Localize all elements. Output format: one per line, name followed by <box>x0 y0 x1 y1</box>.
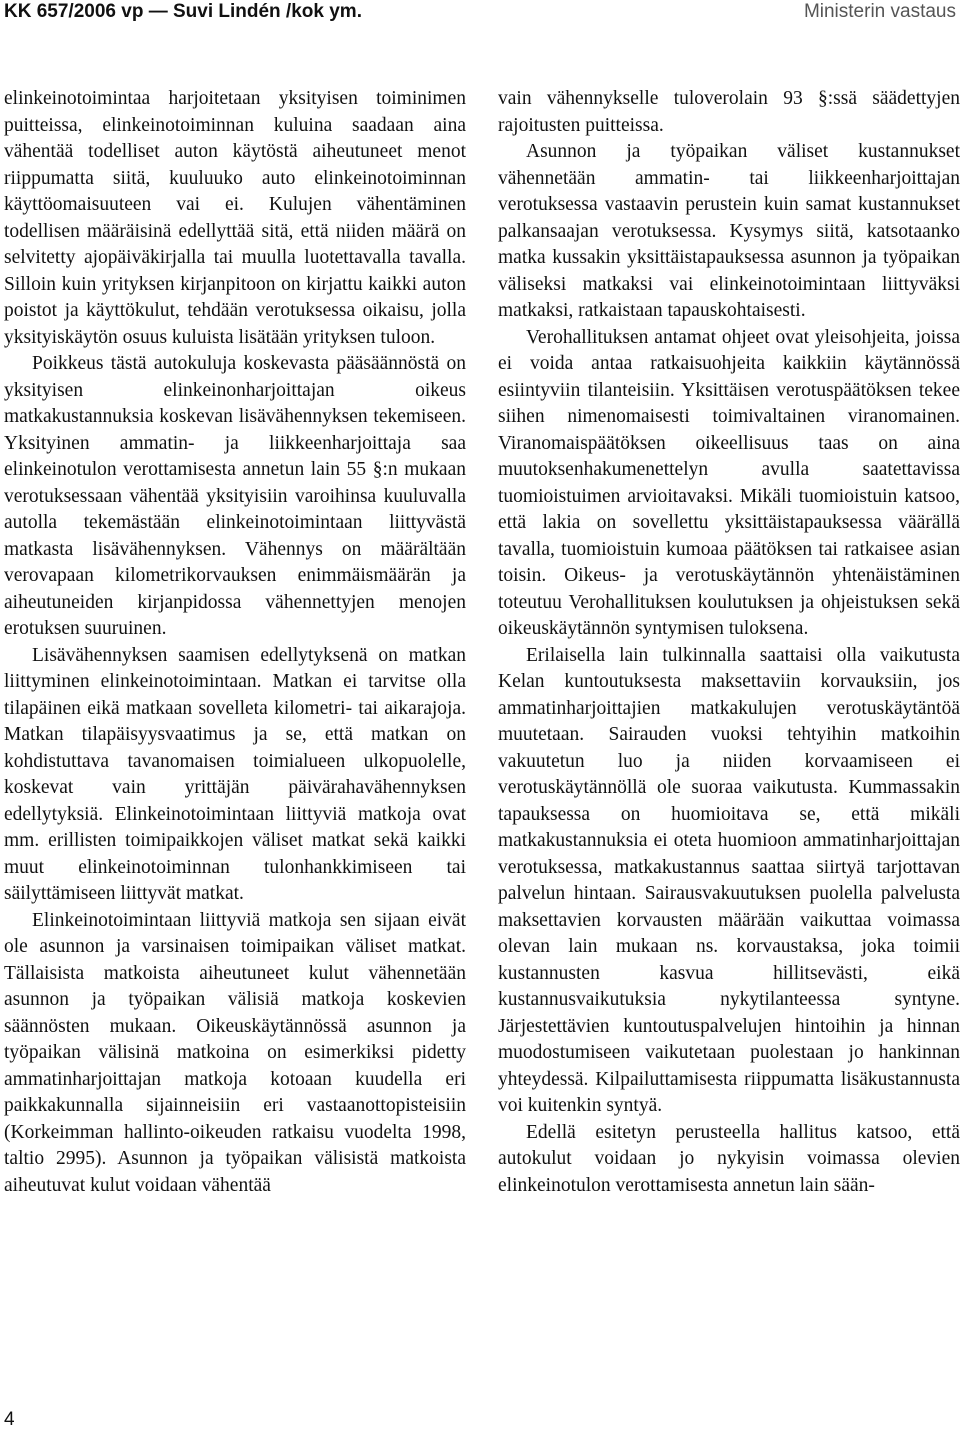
paragraph: Poikkeus tästä autokuluja koskevasta pääsäännöstä on yksityisen elinkeinonharjoittajan oikeus matkakustannuksia koskevan lisävähennyksen tekemiseen. Yksityinen ammatin- ja liikkeenharjoittaja saa elinkeinotulon verottamisesta annetun lain 55 §:n mukaan verotuksessaan vähentää yksityisiin varoihinsa kuuluvalla autolla tekemästään elinkeinotoimintaan liittyvästä matkasta lisävähennyksen. Vähennys on määrältään verovapaan kilometrikorvauksen enimmäismäärän ja aiheutuneiden kirjanpidossa vähennettyjen menojen erotuksen suuruinen. <box>4 353 466 639</box>
paragraph: Erilaisella lain tulkinnalla saattaisi olla vaikutusta Kelan kuntoutuksesta maksettaviin korvauksiin, jos ammatinharjoittajien matkakulujen verotuskäytäntöä muutetaan. Sairauden vuoksi tehtyihin matkoihin vakuutetun luo ja niiden korvaamiseen ei verotuskäytännöllä ole suoraa vaikutusta. Kummassakin tapauksessa on huomioitava se, että mikäli matkakustannuksia ei oteta huomioon ammatinharjoittajan verotuksessa, matkakustannus saattaa siirtyä tarjottavan palvelun hintaan. Sairausvakuutuksen puolella palvelusta maksettavien korvausten määrään vaikuttaa voimassa olevan lain mukaan ns. korvaustaksa, joka toimii kustannusten kasvua hillitsevästi, eikä kustannusvaikutuksia nykytilanteessa syntyne. Järjestettävien kuntoutuspalvelujen hintoihin ja hinnan muodostumiseen vaikutetaan puolestaan jo hankinnan yhteydessä. Kilpailuttamisesta riippumatta lisäkustannusta voi kuitenkin syntyä. <box>498 644 960 1116</box>
paragraph: Edellä esitetyn perusteella hallitus katsoo, että autokulut voidaan jo nykyisin voimassa olevien elinkeinotulon verottamisesta annetun lain sään- <box>498 1121 960 1196</box>
section-title: Ministerin vastaus <box>803 1 956 22</box>
page-header <box>0 0 960 26</box>
paragraph: Verohallituksen antamat ohjeet ovat yleisohjeita, joissa ei voida antaa ratkaisuohjeita kaikkiin käytännössä esiintyviin tilanteisiin. Yksittäisen verotuspäätöksen tekee siihen nimenomaisesti toimivaltainen viranomainen. Viranomaispäätöksen oikeellisuus taas on aina muutoksenhakumenettelyn avulla saatettavissa tuomioistuimen arvioitavaksi. Mikäli tuomioistuin katsoo, että lakia on sovellettu yksittäistapauksessa väärällä tavalla, tuomioistuin kumoaa päätöksen tai ratkaisee asian toisin. Oikeus- ja verotuskäytännön yhtenäistäminen toteutuu Verohallituksen koulutuksen ja ohjeistuksen sekä oikeuskäytännön syntymisen tuloksena. <box>498 326 960 639</box>
paragraph: elinkeinotoimintaa harjoitetaan yksityisen toiminimen puitteissa, elinkeinotoiminnan kuluina saadaan aina vähentää todelliset auton käytöstä aiheutuneet menot riippumatta siitä, kuuluuko auto elinkeinotoiminnan käyttöomaisuuteen vai ei. Kulujen vähentäminen todellisen määräisinä edellyttää sitä, että niiden määrä on selvitetty ajopäiväkirjalla tai muulla luotettavalla tavalla. Silloin kuin yrityksen kirjanpitoon on kirjattu kaikki auton poistot ja käyttökulut, tehdään verotuksessa oikaisu, jolla yksityiskäytön osuus kuluista lisätään yrityksen tuloon. <box>4 88 466 348</box>
paragraph: vain vähennykselle tuloverolain 93 §:ssä säädettyjen rajoitusten puitteissa. <box>498 88 960 136</box>
paragraph: Lisävähennyksen saamisen edellytyksenä on matkan liittyminen elinkeinotoimintaan. Matkan ei tarvitse olla tilapäinen eikä matkaan sovelleta kilometri- tai aikarajoja. Matkan tilapäisyysvaatimus ja se, että matkan on kohdistuttava tavanomaisen toimialueen ulkopuolelle, koskevat vain yrittäjän päivärahavähennyksen edellytyksiä. Elinkeinotoimintaan liittyviä matkoja ovat mm. erillisten toimipaikkojen väliset matkat sekä kaikki muut elinkeinotoiminnan tulonhankkimiseen tai säilyttämiseen liittyvät matkat. <box>4 644 466 904</box>
paragraph: Elinkeinotoimintaan liittyviä matkoja sen sijaan eivät ole asunnon ja varsinaisen toimipaikan väliset matkat. Tällaisista matkoista aiheutuneet kulut vähennetään asunnon ja työpaikan välisiä matkoja koskevien säännösten mukaan. Oikeuskäytännössä asunnon ja työpaikan välisinä matkoina on esimerkiksi pidetty ammatinharjoittajan matkoja kotoaan kuudella eri paikkakunnalla sijainneisiin eri vastaanottopisteisiin (Korkeimman hallinto-oikeuden ratkaisu vuodelta 1998, taltio 2995). Asunnon ja työpaikan välisistä matkoista aiheutuvat kulut voidaan vähentää <box>4 909 466 1196</box>
page-number: 4 <box>4 1409 15 1430</box>
left-column <box>4 86 466 1199</box>
document-reference: KK 657/2006 vp — Suvi Lindén /kok ym. <box>4 1 362 22</box>
paragraph: Asunnon ja työpaikan väliset kustannukset vähennetään ammatin- tai liikkeenharjoittajan verotuksessa vastaavin perustein kuin samat kustannukset palkansaajan verotuksessa. Kysymys siitä, katsotaanko matka kussakin yksittäistapauksessa asunnon ja työpaikan väliseksi matkaksi vai elinkeinotoimintaan liittyväksi matkaksi, ratkaistaan tapauskohtaisesti. <box>498 141 960 321</box>
right-column <box>498 86 960 1199</box>
